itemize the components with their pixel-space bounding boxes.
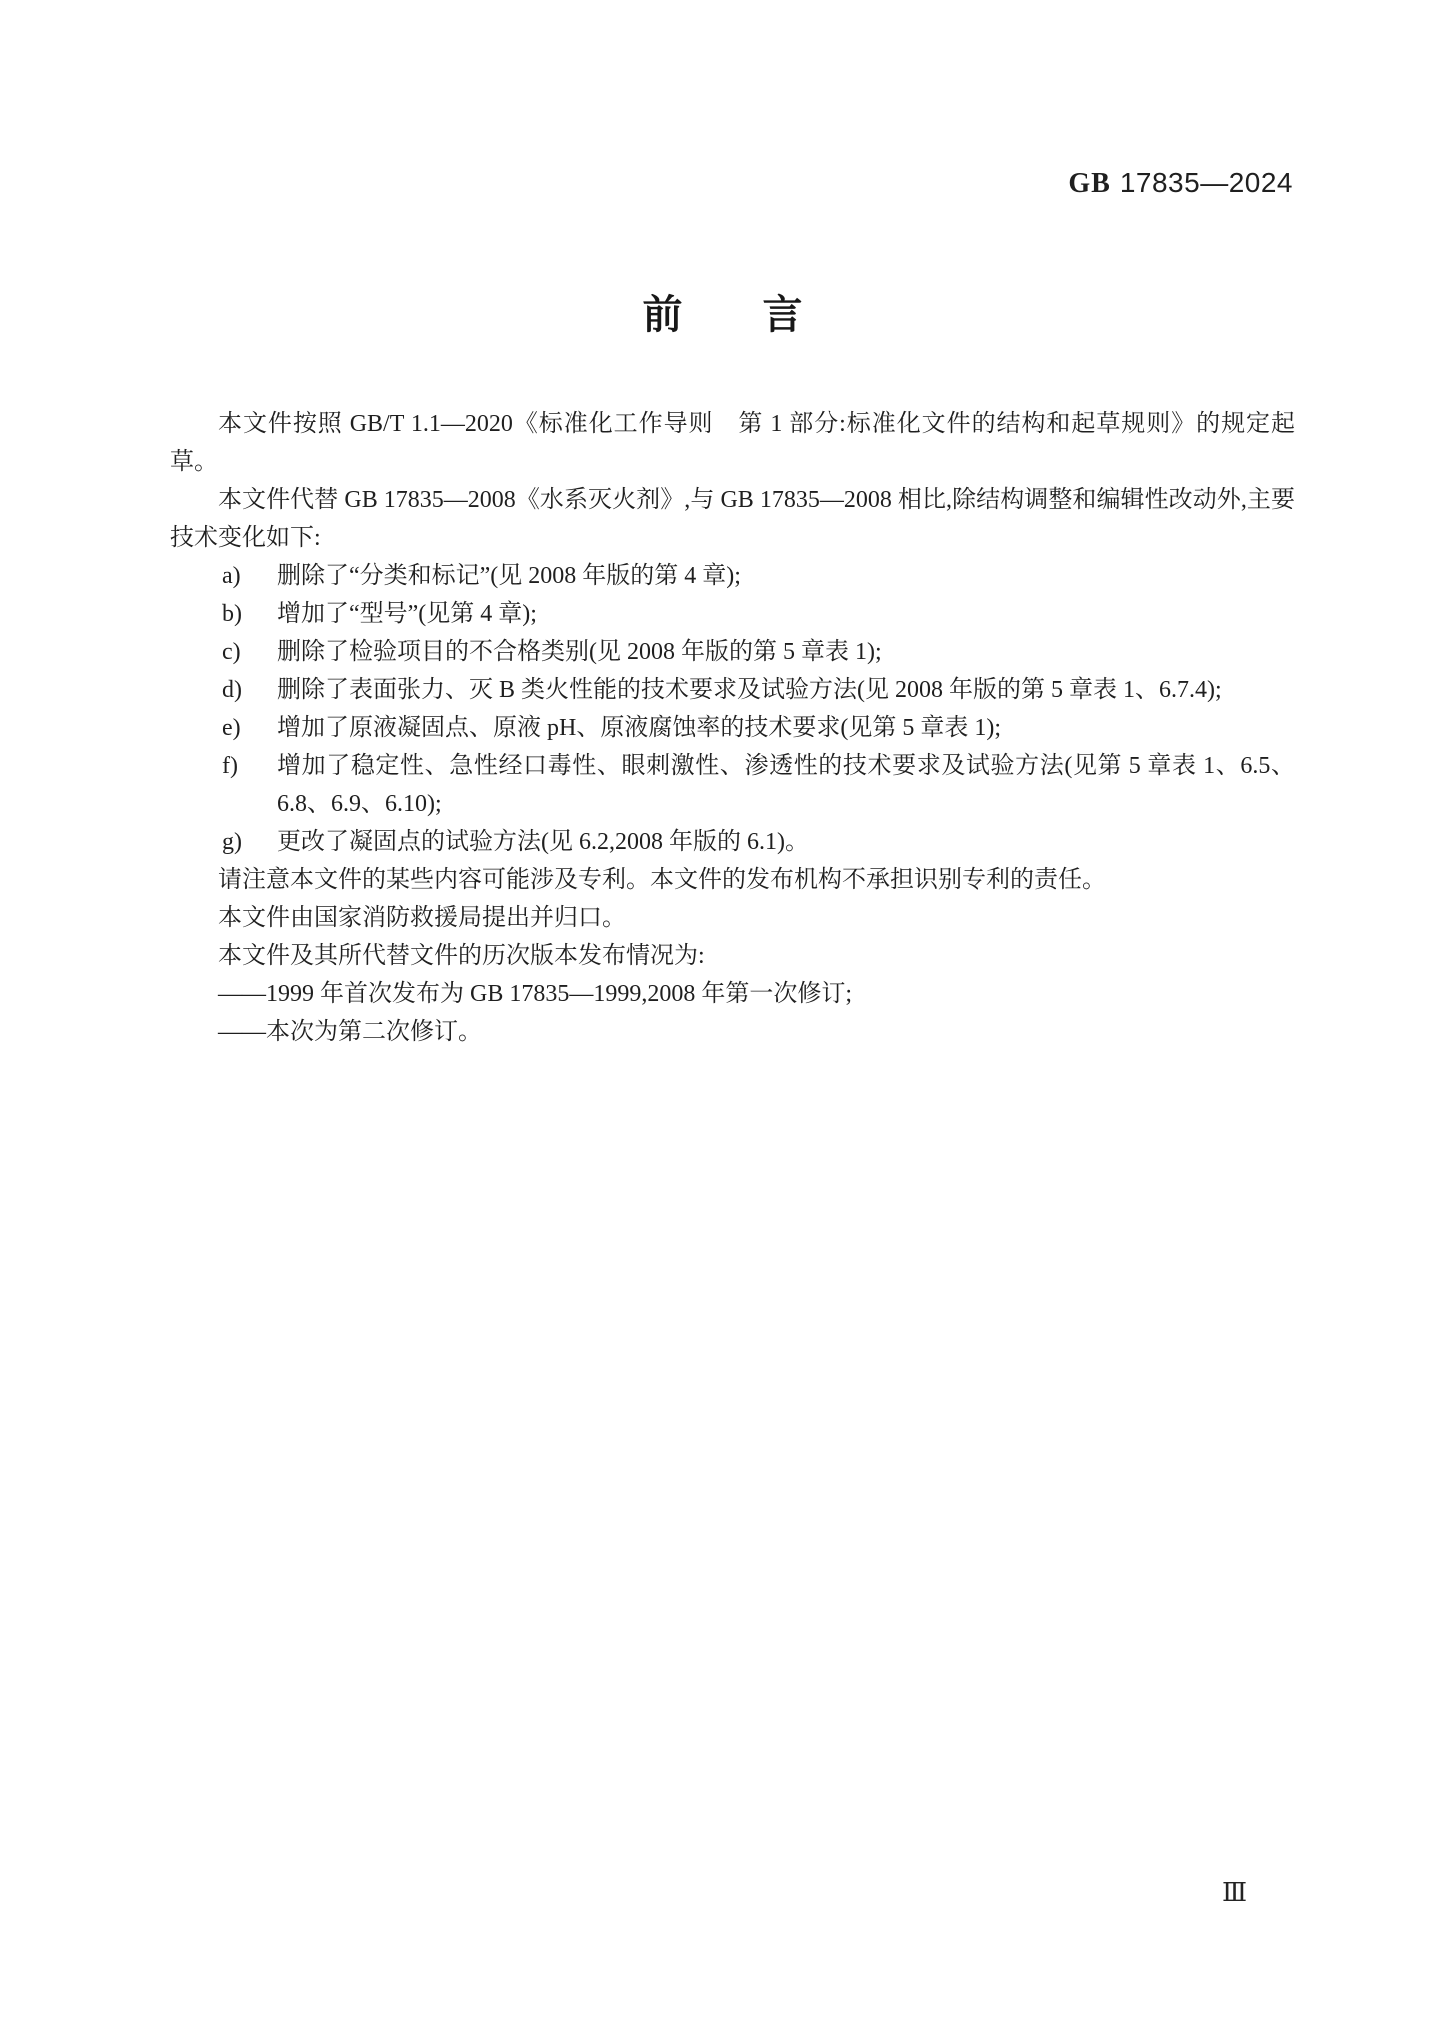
list-item [170, 633, 1295, 671]
paragraph-replacement: 本文件代替 GB 17835—2008《水系灭火剂》,与 GB 17835—2008 相比,除结构调整和编辑性改动外,主要技术变化如下: [170, 487, 1295, 551]
paragraph-history-intro: 本文件及其所代替文件的历次版本发布情况为: [218, 943, 705, 969]
list-item-label: d) [222, 677, 242, 703]
paragraph-issuing-body: 本文件由国家消防救援局提出并归口。 [218, 905, 626, 931]
history-item: ——本次为第二次修订。 [218, 1019, 482, 1045]
list-item [170, 709, 1295, 747]
standard-number [170, 167, 1293, 200]
standard-code-prefix: GB [1068, 168, 1111, 199]
list-item-label: b) [222, 601, 242, 627]
page-number: Ⅲ [1222, 1878, 1248, 1908]
list-item-text: 增加了“型号”(见第 4 章); [277, 601, 537, 627]
technical-changes-list [170, 557, 1295, 861]
list-item-text: 删除了检验项目的不合格类别(见 2008 年版的第 5 章表 1); [277, 639, 882, 665]
list-item-text: 更改了凝固点的试验方法(见 6.2,2008 年版的 6.1)。 [277, 829, 809, 855]
foreword-body [170, 405, 1295, 1051]
list-item-label: f) [222, 753, 238, 779]
paragraph-patent-notice: 请注意本文件的某些内容可能涉及专利。本文件的发布机构不承担识别专利的责任。 [218, 867, 1106, 893]
list-item [170, 823, 1295, 861]
list-item-label: a) [222, 563, 241, 589]
list-item-label: g) [222, 829, 242, 855]
list-item-text: 删除了表面张力、灭 B 类火性能的技术要求及试验方法(见 2008 年版的第 5 章表 1、6.7.4); [277, 677, 1222, 703]
standard-code-number: 17835—2024 [1119, 167, 1293, 198]
list-item [170, 595, 1295, 633]
list-item-text: 增加了稳定性、急性经口毒性、眼刺激性、渗透性的技术要求及试验方法(见第 5 章表 1、6.5、6.8、6.9、6.10); [277, 753, 1295, 817]
list-item [170, 671, 1295, 709]
list-item-label: c) [222, 639, 241, 665]
history-item: ——1999 年首次发布为 GB 17835—1999,2008 年第一次修订; [218, 981, 853, 1007]
list-item [170, 747, 1295, 823]
list-item-label: e) [222, 715, 241, 741]
list-item [170, 557, 1295, 595]
paragraph-drafting-rules: 本文件按照 GB/T 1.1—2020《标准化工作导则 第 1 部分:标准化文件的结构和起草规则》的规定起草。 [170, 411, 1295, 475]
list-item-text: 删除了“分类和标记”(见 2008 年版的第 4 章); [277, 563, 741, 589]
list-item-text: 增加了原液凝固点、原液 pH、原液腐蚀率的技术要求(见第 5 章表 1); [277, 715, 1001, 741]
foreword-title: 前 言 [642, 293, 803, 337]
